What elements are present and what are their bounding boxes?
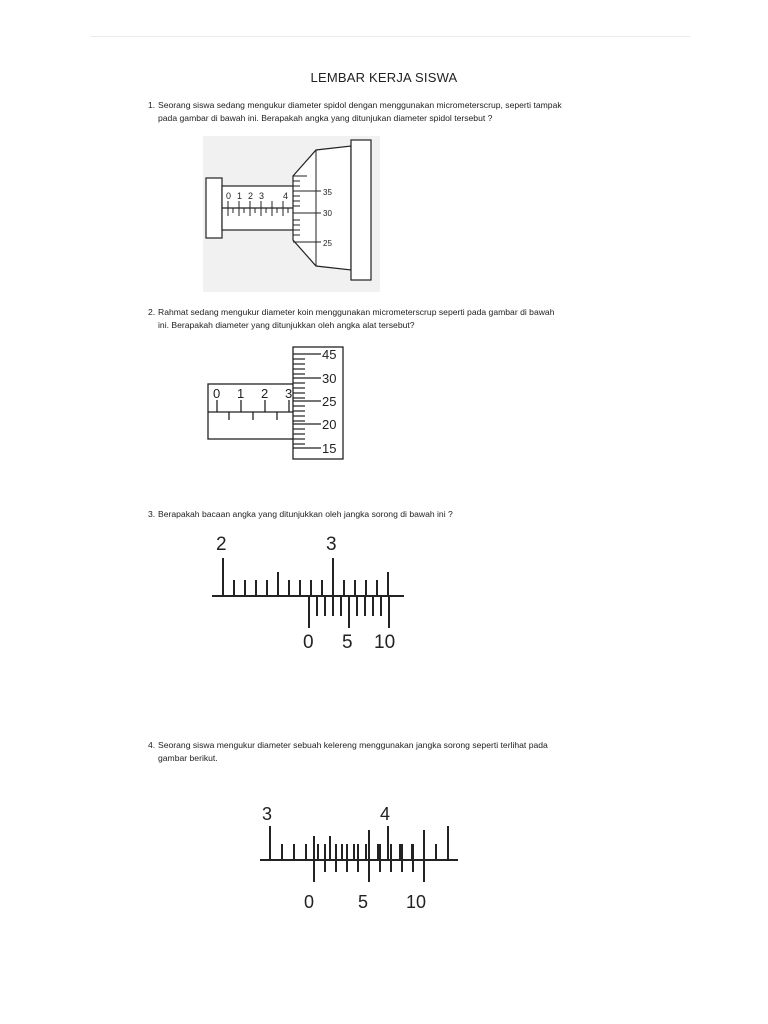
- thimble-scale-label: 30: [322, 371, 337, 386]
- micrometer-figure-1: [203, 136, 380, 292]
- vernier-scale-label: 10: [374, 632, 396, 653]
- vernier-scale-label: 0: [304, 892, 315, 912]
- main-scale-label: 2: [216, 534, 227, 555]
- main-scale-label: 0: [226, 191, 232, 201]
- vernier-caliper-figure-4: [256, 800, 462, 915]
- thimble-scale-label: 25: [322, 394, 337, 409]
- thimble-scale-label: 20: [322, 417, 337, 432]
- ratchet: [351, 140, 371, 280]
- question-text-line1: Rahmat sedang mengukur diameter koin menggunakan micrometerscrup seperti pada gambar di bawah: [158, 307, 555, 317]
- question-number: 1.: [148, 100, 156, 110]
- thimble-scale-label: 35: [323, 188, 332, 197]
- question-4: [148, 739, 658, 765]
- vernier-scale-label: 5: [342, 632, 353, 653]
- question-number: 2.: [148, 307, 156, 317]
- main-scale-label: 2: [261, 386, 269, 401]
- question-text-line1: Berapakah bacaan angka yang ditunjukkan oleh jangka sorong di bawah ini ?: [158, 509, 453, 519]
- question-3: [148, 508, 658, 521]
- main-scale-ticks: [223, 558, 388, 596]
- question-text-line1: Seorang siswa sedang mengukur diameter spidol dengan menggunakan micrometerscrup, seperti tampak: [158, 100, 562, 110]
- question-1: [148, 99, 658, 125]
- main-scale-label: 1: [237, 191, 243, 201]
- main-scale-label: 2: [248, 191, 254, 201]
- page-top-border: [90, 36, 690, 37]
- thimble-scale-label: 25: [323, 239, 332, 248]
- worksheet-title: LEMBAR KERJA SISWA: [310, 70, 458, 85]
- main-scale-label: 0: [213, 386, 221, 401]
- thimble-scale-label: 15: [322, 441, 337, 456]
- question-text-line2: ini. Berapakah diameter yang ditunjukkan oleh angka alat tersebut?: [158, 320, 415, 330]
- question-number: 4.: [148, 740, 156, 750]
- main-scale-label: 4: [283, 191, 289, 201]
- main-scale-label: 3: [262, 804, 273, 824]
- main-scale-label: 3: [326, 534, 337, 555]
- vernier-scale-ticks: [309, 596, 389, 628]
- question-text-line1: Seorang siswa mengukur diameter sebuah kelereng menggunakan jangka sorong seperti terlihat pada: [158, 740, 548, 750]
- question-number: 3.: [148, 509, 156, 519]
- main-scale-label: 1: [237, 386, 245, 401]
- question-text-line2: pada gambar di bawah ini. Berapakah angka yang ditunjukan diameter spidol tersebut ?: [158, 113, 493, 123]
- vernier-caliper-figure-3: [208, 528, 408, 653]
- main-scale-label: 3: [285, 386, 293, 401]
- vernier-scale-label: 5: [358, 892, 369, 912]
- vernier-scale-label: 0: [303, 632, 314, 653]
- question-2: [148, 306, 658, 332]
- vernier-scale-label: 10: [406, 892, 427, 912]
- micrometer-figure-2: [205, 344, 355, 462]
- thimble-scale-label: 30: [323, 209, 332, 218]
- question-text-line2: gambar berikut.: [158, 753, 218, 763]
- main-scale-label: 4: [380, 804, 391, 824]
- thimble-scale-label: 45: [322, 347, 337, 362]
- anvil: [206, 178, 222, 238]
- main-scale-label: 3: [259, 191, 265, 201]
